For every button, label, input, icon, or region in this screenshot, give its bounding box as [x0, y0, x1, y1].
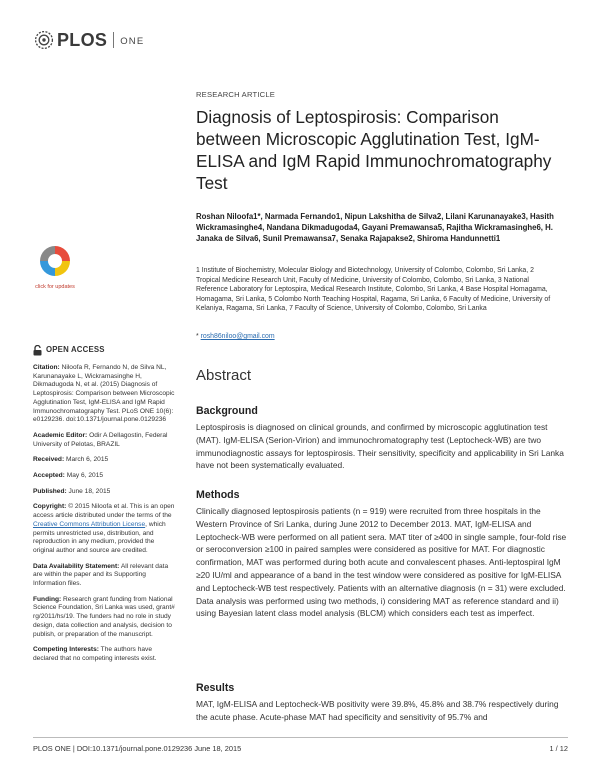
corresponding-email	[196, 333, 275, 340]
footer-citation: PLOS ONE | DOI:10.1371/journal.pone.0129236 June 18, 2015	[33, 744, 242, 753]
data-availability-block	[33, 563, 175, 589]
open-lock-icon	[33, 345, 42, 356]
crossmark-icon	[37, 244, 73, 278]
background-section	[196, 405, 568, 472]
methods-heading: Methods	[196, 489, 240, 501]
article-title: Diagnosis of Leptospirosis: Comparison between Microscopic Agglutination Test, IgM-ELISA and IgM Rapid Immunochromatography Test	[196, 107, 552, 193]
email-link[interactable]: rosh86niloo@gmail.com	[200, 333, 275, 340]
competing-interests-block	[33, 646, 175, 663]
accepted-date: May 6, 2015	[66, 472, 104, 480]
copyright-text: © 2015 Niloofa et al. This is an open access article distributed under the terms of the	[33, 503, 175, 520]
author-list: Roshan Niloofa1*, Narmada Fernando1, Nipun Lakshitha de Silva2, Lilani Karunanayake3, Hasith Wickramasinghe4, Nandana Dikmadugoda4, Gayani Premawansa5, Rajitha Wickramasinghe6, H. Janaka de Silva6, Sunil Premawansa7, Senaka Rajapakse2, Shiroma Handunnetti1	[196, 212, 554, 243]
accepted-block	[33, 472, 175, 481]
background-text: Leptospirosis is diagnosed on clinical grounds, and confirmed by microscopic agglutination test (MAT). IgM-ELISA (Serion-Virion) and immunochromatography test (Leptocheck-WB) are two immunodiagnostic assays for leptospirosis. Their sensitivity, specificity and applicability in Sri Lanka have not been systematically evaluated.	[196, 422, 564, 471]
citation-text: Niloofa R, Fernando N, de Silva NL, Karunanayake L, Wickramasinghe H, Dikmadugoda N, et al. (2015) Diagnosis of Leptospirosis: Comparison between Microscopic Agglutination Test, IgM-ELISA and IgM Rapid Immunochromatography Test. PLoS ONE 10(6): e0129236. doi:10.1371/journal.pone.0129236	[33, 364, 175, 424]
copyright-block	[33, 503, 175, 555]
citation-block	[33, 364, 175, 425]
email-marker: *	[196, 333, 199, 340]
published-block	[33, 488, 175, 497]
methods-text: Clinically diagnosed leptospirosis patients (n = 919) were recruited from three hospitals in the Western Province of Sri Lanka, during June 2012 to December 2013. MAT, IgM-ELISA and Leptocheck-WB were performed on all patient sera. MAT titer of ≥400 in single sample, four-fold rise or seroconversion ≥100 in paired samples were considered as positive for MAT. For diagnostic confirmation, MAT was performed during both acute and convalescent phases. Anti-leptospiral IgM ≥20 IU/ml and appearance of a band in the test window were considered as positive for IgM-ELISA and Leptocheck-WB test respectively. Patients with an alternative diagnosis (n = 31) were excluded. Data analysis was performed using two methods, i) considering MAT as reference standard and ii) using Bayesian latent class model analysis (BLCM) which considers each test as imperfect.	[196, 506, 567, 619]
funding-heading: Funding:	[33, 595, 62, 603]
logo-text: PLOS	[57, 29, 108, 50]
crossmark-badge[interactable]	[33, 244, 77, 290]
funding-block	[33, 596, 175, 640]
copyright-text-cont: , which permits unrestricted use, distribution, and reproduction in any medium, provided the original author and source are credited.	[33, 520, 166, 554]
published-date: June 18, 2015	[68, 487, 111, 495]
accepted-heading: Accepted:	[33, 472, 65, 480]
results-text: MAT, IgM-ELISA and Leptocheck-WB positivity were 39.8%, 45.8% and 38.7% respectively during the acute phase. Acute-phase MAT had specificity and sensitivity of 95.7% and	[196, 699, 559, 722]
methods-section	[196, 489, 568, 620]
received-heading: Received:	[33, 456, 65, 464]
editor-heading: Academic Editor:	[33, 431, 88, 439]
results-heading: Results	[196, 682, 235, 694]
citation-heading: Citation:	[33, 364, 60, 371]
data-availability-heading: Data Availability Statement:	[33, 562, 120, 570]
editor-text: Odir A Dellagostin, Federal University of Pelotas, BRAZIL	[33, 431, 168, 448]
logo-divider	[113, 32, 114, 48]
affiliations: 1 Institute of Biochemistry, Molecular Biology and Biotechnology, University of Colombo, Colombo, Sri Lanka, 2 Tropical Medicine Research Unit, Faculty of Medicine, University of Colombo, Colombo, Sri Lanka, 3 National Reference Laboratory for Leptospira, Medical Research Institute, Colombo, Sri Lanka, 4 Base Hospital Homagama, Homagama, Sri Lanka, 5 Colombo North Teaching Hospital, Ragama, Sri Lanka, 6 Faculty of Medicine, University of Kelaniya, Ragama, Sri Lanka, 7 Faculty of Science, University of Colombo, Colombo, Sri Lanka	[196, 267, 551, 313]
open-access-label: OPEN ACCESS	[46, 345, 105, 355]
background-heading: Background	[196, 405, 258, 417]
logo-subtitle: ONE	[120, 35, 145, 47]
abstract-heading: Abstract	[196, 367, 252, 384]
plos-one-logo[interactable]	[34, 29, 144, 51]
editor-block	[33, 432, 175, 449]
crossmark-label: click for updates	[35, 284, 75, 290]
license-link[interactable]: Creative Commons Attribution License	[33, 520, 146, 528]
published-heading: Published:	[33, 487, 67, 495]
page-number: 1 / 12	[549, 744, 568, 753]
competing-interests-heading: Competing Interests:	[33, 646, 99, 654]
received-block	[33, 456, 175, 465]
page-footer	[33, 737, 568, 753]
received-date: March 6, 2015	[66, 456, 109, 464]
funding-text: Research grant funding from National Science Foundation, Sri Lanka was used, grant# rg/2011/hs/19. The funders had no role in study design, data collection and analysis, decision to publish, or preparation of the manuscript.	[33, 595, 175, 638]
open-access-badge	[33, 345, 175, 356]
article-info-sidebar	[33, 345, 175, 671]
competing-interests-text: The authors have declared that no competing interests exist.	[33, 646, 157, 662]
plos-logo-icon	[34, 30, 54, 50]
copyright-heading: Copyright:	[33, 503, 67, 511]
data-availability-text: All relevant data are within the paper and its Supporting Information files.	[33, 562, 169, 588]
article-type: RESEARCH ARTICLE	[196, 90, 276, 99]
results-section	[196, 682, 568, 724]
